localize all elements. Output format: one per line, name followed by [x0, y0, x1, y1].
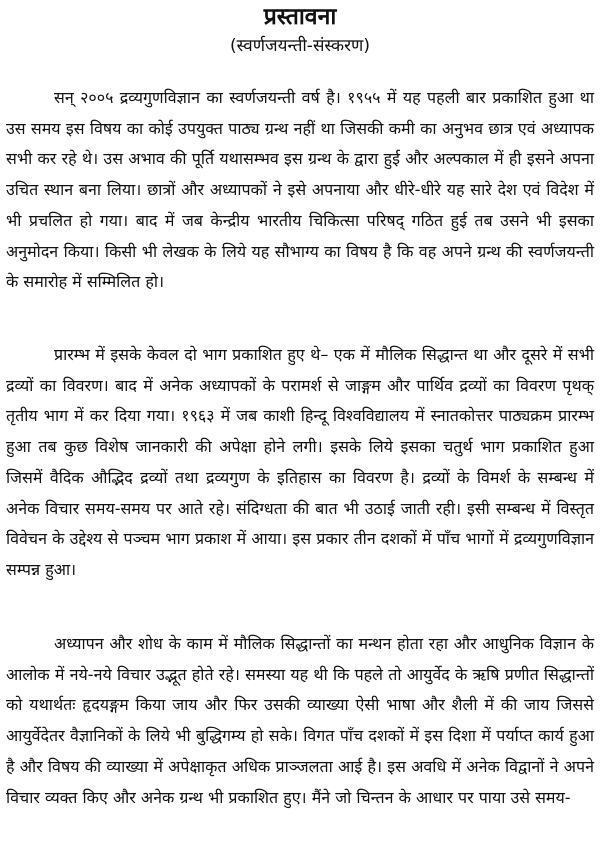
paragraph: सन् २००५ द्रव्यगुणविज्ञान का स्वर्णजयन्ती वर्ष है। १९५५ में यह पहली बार प्रकाशित हुआ था उस समय इस विषय का कोई उपयुक्त पाठ्य ग्रन्थ नहीं था जिसकी कमी का अनुभव छात्र एवं अध्यापक सभी कर रहे थे। उस अभाव की पूर्ति यथासम्भव इस ग्रन्थ के द्वारा हुई और अल्पकाल में ही इसने अपना उचित स्थान बना लिया। छात्रों और अध्यापकों ने इसे अपनाया और धीरे-धीरे यह सारे देश एवं विदेश में भी प्रचलित हो गया। बाद में जब केन्द्रीय भारतीय चिकित्सा परिषद् गठित हुई तब उसने भी इसका अनुमोदन किया। किसी भी लेखक के लिये यह सौभाग्य का विषय है कि वह अपने ग्रन्थ की स्वर्णजयन्ती के समारोह में सम्मिलित हो।: [6, 88, 594, 292]
paragraph: अध्यापन और शोध के काम में मौलिक सिद्धान्तों का मन्थन होता रहा और आधुनिक विज्ञान के आलोक में नये-नये विचार उद्भूत होते रहे। समस्या यह थी कि पहले तो आयुर्वेद के ऋषि प्रणीत सिद्धान्तों को यथार्थतः हृदयङ्गम किया जाय और फिर उसकी व्याख्या ऐसी भाषा और शैली में की जाय जिससे आयुर्वेदेतर वैज्ञानिकों के लिये भी बुद्धिगम्य हो सके। विगत पाँच दशकों में इस दिशा में पर्याप्त कार्य हुआ है और विषय की व्याख्या में अपेक्षाकृत अधिक प्राञ्जलता आई है। इस अवधि में अनेक विद्वानों ने अपने विचार व्यक्त किए और अनेक ग्रन्थ भी प्रकाशित हुए। मैंने जो चिन्तन के आधार पर पाया उसे समय-: [6, 634, 594, 807]
paragraph: प्रारम्भ में इसके केवल दो भाग प्रकाशित हुए थे– एक में मौलिक सिद्धान्त था और दूसरे में सभी द्रव्यों का विवरण। बाद में अनेक अध्यापकों के परामर्श से जाङ्गम और पार्थिव द्रव्यों का विवरण पृथक् तृतीय भाग में कर दिया गया। १९६३ में जब काशी हिन्दू विश्वविद्यालय में स्नातकोत्तर पाठ्यक्रम प्रारम्भ हुआ तब कुछ विशेष जानकारी की अपेक्षा होने लगी। इसके लिये इसका चतुर्थ भाग प्रकाशित हुआ जिसमें वैदिक औद्भिद द्रव्यों तथा द्रव्यगुण के इतिहास का विवरण है। द्रव्यों के विमर्श के सम्बन्ध में अनेक विचार समय-समय पर आते रहे। संदिग्धता की बात भी उठाई जाती रही। इसी सम्बन्ध में विस्तृत विवेचन के उद्देश्य से पञ्चम भाग प्रकाश में आया। इस प्रकार तीन दशकों में पाँच भागों में द्रव्यगुणविज्ञान सम्पन्न हुआ।: [6, 345, 594, 579]
page-title: प्रस्तावना: [263, 4, 337, 30]
paragraph-3-block: [6, 629, 594, 813]
paragraph-2-block: [6, 340, 594, 586]
page-subtitle: (स्वर्णजयन्ती-संस्करण): [230, 36, 370, 56]
paragraph-1-block: [6, 83, 594, 298]
